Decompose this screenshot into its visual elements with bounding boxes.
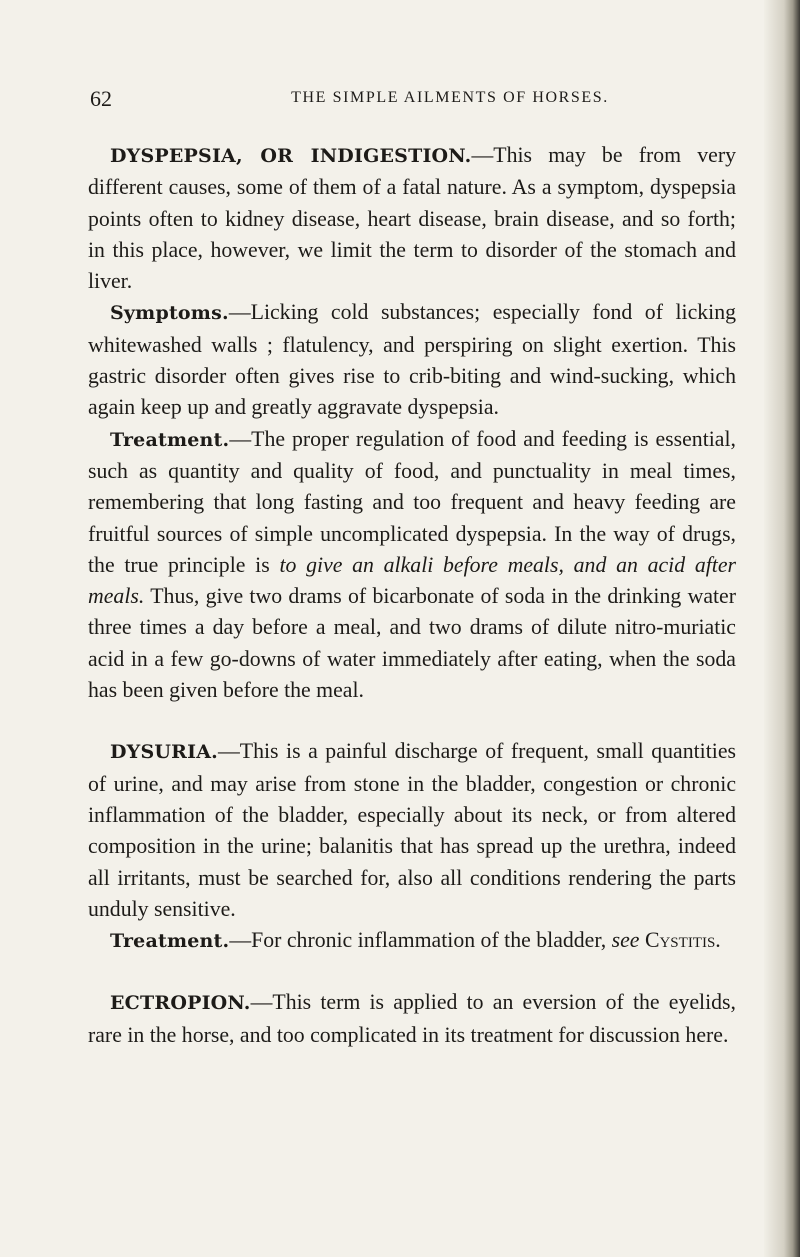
treatment-heading-dyspepsia: Treatment. [110, 428, 230, 451]
ectropion-paragraph [88, 987, 736, 1051]
dyspepsia-intro: —This may be from very different causes, some of them of a fatal nature. As a symptom, dyspepsia points often to kidney disease, heart disease, brain disease, and so forth; in this place, however, we limit the term to disorder of the stomach and liver. [88, 143, 736, 294]
dyspepsia-paragraph [88, 140, 736, 297]
entry-heading-dysuria: DYSURIA. [110, 741, 218, 764]
page-number: 62 [90, 86, 112, 111]
treatment-heading-dysuria: Treatment. [110, 930, 230, 953]
dyspepsia-treatment-paragraph [88, 424, 736, 707]
body-text [88, 140, 736, 1051]
running-title: THE SIMPLE AILMENTS OF HORSES. [291, 89, 609, 106]
dysuria-intro: —This is a painful discharge of frequent, small quantities of urine, and may arise from stone in the bladder, congestion or chronic inflammation of the bladder, especially about its neck, or from altered composition in the urine; balanitis that has spread up the urethra, indeed all irritants, must be searched for, also all conditions rendering the parts unduly sensitive. [88, 739, 736, 921]
entry-heading-ectropion: ECTROPION. [110, 992, 251, 1015]
dyspepsia-symptoms-paragraph [88, 297, 736, 423]
dyspepsia-treatment-principle: to give an alkali before meals, and an acid after meals. [88, 552, 737, 609]
symptoms-heading: Symptoms. [110, 302, 229, 325]
cross-reference-cystitis: Cystitis. [644, 928, 721, 953]
dysuria-treatment-text: —For chronic inflammation of the bladder, [229, 928, 607, 953]
page-edge-shadow [764, 0, 800, 1257]
dysuria-treatment-paragraph [88, 925, 736, 957]
dysuria-paragraph [88, 736, 736, 925]
dyspepsia-treatment-part1: —The proper regulation of food and feeding is essential, such as quantity and quality of food, and punctuality in meal times, remembering that long fasting and too frequent and heavy feeding are fruitful sources of simple uncomplicated dyspepsia. In the way of drugs, the true principle is [88, 426, 736, 577]
dyspepsia-treatment-part2: Thus, give two drams of bicarbonate of soda in the drinking water three times a day before a meal, and two drams of dilute nitro-muriatic acid in a few go-downs of water immediately after eating, when the soda has been given before the meal. [88, 584, 736, 703]
see-reference: see [611, 928, 640, 953]
dyspepsia-symptoms: —Licking cold substances; especially fond of licking whitewashed walls ; flatulency, and perspiring on slight exertion. This gastric disorder often gives rise to crib-biting and wind-sucking, which again keep up and greatly aggravate dyspepsia. [88, 300, 736, 420]
entry-heading-dyspepsia: DYSPEPSIA, OR INDIGESTION. [110, 145, 472, 167]
ectropion-intro: —This term is applied to an eversion of the eyelids, rare in the horse, and too complicated in its treatment for discussion here. [88, 990, 736, 1047]
running-header [90, 86, 730, 116]
